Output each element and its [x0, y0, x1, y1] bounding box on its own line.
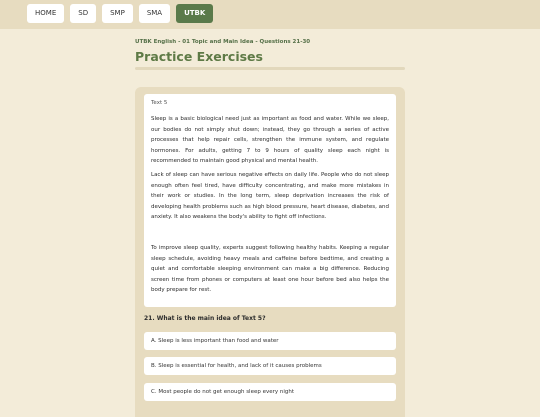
top-nav-bar	[0, 0, 540, 29]
nav-sma-button[interactable]: SMA	[139, 4, 170, 23]
title-divider	[135, 67, 405, 70]
question-text: 21. What is the main idea of Text 5?	[144, 315, 266, 322]
passage-label: Text 5	[151, 100, 168, 106]
option-c-button[interactable]: C. Most people do not get enough sleep every night	[144, 383, 396, 401]
nav-sd-button[interactable]: SD	[70, 4, 96, 23]
page-title: Practice Exercises	[135, 49, 263, 64]
nav-home-button[interactable]: HOME	[27, 4, 64, 23]
nav-utbk-button[interactable]: UTBK	[176, 4, 213, 23]
option-a-button[interactable]: A. Sleep is less important than food and water	[144, 332, 396, 350]
option-b-button[interactable]: B. Sleep is essential for health, and lack of it causes problems	[144, 357, 396, 375]
passage-paragraph-2: Lack of sleep can have serious negative effects on daily life. People who do not sleep enough often feel tired, have difficulty concentrating, and make more mistakes in their work or studies. In the long term, sleep deprivation increases the risk of developing health problems such as high blood pressure, heart disease, diabetes, and anxiety. It also weakens the body's ability to fight off infections.	[151, 172, 389, 221]
passage-paragraph-1: Sleep is a basic biological need just as important as food and water. While we sleep, our bodies do not simply shut down; instead, they go through a series of active processes that help repair cells, strengthen the immune system, and regulate hormones. For adults, getting 7 to 9 hours of quality sleep each night is recommended to maintain good physical and mental health.	[151, 116, 389, 165]
breadcrumb: UTBK English - 01 Topic and Main Idea - Questions 21-30	[135, 39, 311, 45]
passage-card	[144, 94, 396, 307]
nav-menu	[27, 4, 213, 23]
passage-paragraph-3: To improve sleep quality, experts suggest following healthy habits. Keeping a regular sleep schedule, avoiding heavy meals and caffeine before bedtime, and creating a quiet and comfortable sleeping environment can make a big difference. Reducing screen time from phones or computers at least one hour before bed also helps the body prepare for rest.	[151, 245, 389, 294]
nav-smp-button[interactable]: SMP	[102, 4, 133, 23]
